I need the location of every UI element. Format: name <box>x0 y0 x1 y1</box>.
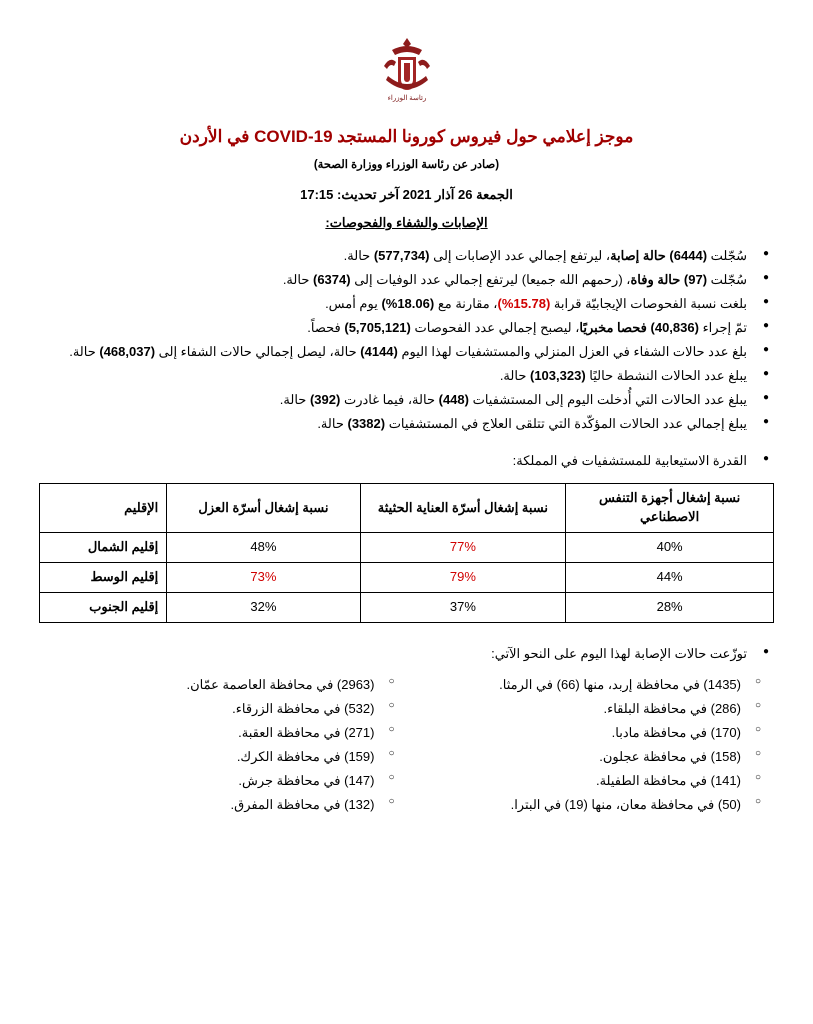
list-item: ○ (271) في محافظة العقبة. <box>44 721 397 745</box>
statistic-item <box>40 245 773 266</box>
table-header-row <box>40 484 774 533</box>
statistic-text: فحصاً. <box>307 320 345 336</box>
statistic-value: (40,836) فحصا مخبريًا <box>579 320 699 336</box>
header-isolation: نسبة إشغال أسرّة العزل <box>167 484 360 533</box>
section-heading: الإصابات والشفاء والفحوصات: <box>325 215 488 230</box>
svg-text:رئاسة الوزراء: رئاسة الوزراء <box>387 95 426 102</box>
statistic-text: بلغ عدد حالات الشفاء في العزل المنزلي والمستشفيات لهذا اليوم <box>397 344 747 360</box>
statistic-text: حالة. <box>499 368 530 384</box>
statistic-value: (5,705,121) <box>344 320 411 336</box>
cell-ventilators: 40% <box>566 533 774 563</box>
statistic-value: (103,323) <box>529 368 586 384</box>
date-line: الجمعة 26 آذار 2021 آخر تحديث: 17:15 <box>300 187 513 202</box>
cell-ventilators: 44% <box>566 562 774 592</box>
statistic-value: (468,037) <box>99 344 156 360</box>
statistic-item <box>40 413 773 434</box>
statistic-item <box>40 317 773 338</box>
cell-region: إقليم الوسط <box>40 562 167 592</box>
statistic-text: يبلغ إجمالي عدد الحالات المؤكّدة التي تتلقى العلاج في المستشفيات <box>385 416 747 432</box>
list-item: ○ (158) في محافظة عجلون. <box>407 745 764 769</box>
statistic-text: تمّ إجراء <box>698 320 747 336</box>
statistic-text: يبلغ عدد الحالات النشطة حاليًا <box>585 368 747 384</box>
statistic-value: (6374) <box>312 272 351 288</box>
cell-region: إقليم الجنوب <box>40 592 167 622</box>
statistic-value: (3382) <box>347 416 386 432</box>
statistic-text: حالة. <box>279 392 310 408</box>
crest-container <box>0 0 813 113</box>
page-subtitle: (صادر عن رئاسة الوزراء ووزارة الصحة) <box>313 159 500 171</box>
statistic-text: بلغت نسبة الفحوصات الإيجابيّة قرابة <box>550 296 747 312</box>
header-ventilators: نسبة إشغال أجهزة التنفس الاصطناعي <box>566 484 774 533</box>
list-item: ○ (159) في محافظة الكرك. <box>44 745 397 769</box>
statistic-item <box>40 293 773 314</box>
hospital-capacity-table <box>39 483 774 622</box>
list-item: ○ (170) في محافظة مادبا. <box>407 721 764 745</box>
statistic-text: ، ليصبح إجمالي عدد الفحوصات <box>410 320 580 336</box>
statistic-text: سُجّلت <box>707 272 747 288</box>
statistic-value: (18.06%) <box>381 296 435 312</box>
statistic-text: سُجّلت <box>707 248 747 263</box>
cell-isolation: 48% <box>167 533 360 563</box>
statistic-value: (448) <box>438 392 469 408</box>
statistic-text: حالة. <box>69 344 100 360</box>
statistic-item <box>40 365 773 386</box>
statistic-text: حالة، ليصل إجمالي حالات الشفاء إلى <box>155 344 361 360</box>
list-item: ○ (532) في محافظة الزرقاء. <box>44 697 397 721</box>
cell-isolation: 73% <box>167 562 360 592</box>
statistic-value: (15.78%) <box>497 296 551 312</box>
distribution-columns <box>0 667 813 817</box>
table-row <box>40 592 774 622</box>
list-item: ○ (1435) في محافظة إربد، منها (66) في الرمثا. <box>407 673 764 697</box>
statistic-text: يوم أمس. <box>325 296 382 312</box>
list-item: ○ (132) في محافظة المفرق. <box>44 793 397 817</box>
header-icu: نسبة إشغال أسرّة العناية الحثيثة <box>360 484 566 533</box>
page-title: موجز إعلامي حول فيروس كورونا المستجد COVID-19 في الأردن <box>179 127 634 146</box>
statistic-text: حالة. <box>317 416 348 432</box>
statistic-text: ، (رحمهم الله جميعا) ليرتفع إجمالي عدد الوفيات إلى <box>350 272 631 288</box>
statistic-text: حالة. <box>343 248 374 263</box>
statistic-text: يبلغ عدد الحالات التي أُدخلت اليوم إلى المستشفيات <box>468 392 747 408</box>
list-item: ○ (141) في محافظة الطفيلة. <box>407 769 764 793</box>
cell-ventilators: 28% <box>566 592 774 622</box>
statistic-text: ، مقارنة مع <box>434 296 498 312</box>
statistic-item <box>40 341 773 362</box>
cell-region: إقليم الشمال <box>40 533 167 563</box>
capacity-intro-list <box>0 450 813 471</box>
distribution-column-left <box>407 673 770 817</box>
list-item: ○ (2963) في محافظة العاصمة عمّان. <box>44 673 397 697</box>
list-item: ○ (50) في محافظة معان، منها (19) في البترا. <box>407 793 764 817</box>
statistics-list <box>0 245 813 434</box>
statistic-value: (6444) حالة إصابة <box>610 248 708 263</box>
statistic-value: (97) حالة وفاة <box>630 272 708 288</box>
statistic-text: حالة، فيما غادرت <box>340 392 439 408</box>
table-row <box>40 533 774 563</box>
statistic-item <box>40 389 773 410</box>
cell-icu: 37% <box>360 592 566 622</box>
statistic-text: حالة. <box>282 272 313 288</box>
table-row <box>40 562 774 592</box>
cell-icu: 79% <box>360 562 566 592</box>
statistic-text: ، ليرتفع إجمالي عدد الإصابات إلى <box>429 248 611 263</box>
statistic-value: (392) <box>309 392 341 408</box>
distribution-intro: ● توزّعت حالات الإصابة لهذا اليوم على النحو الآتي: <box>40 643 773 664</box>
statistic-value: (577,734) <box>373 248 430 263</box>
jordan-coat-of-arms-icon <box>378 36 436 108</box>
cell-icu: 77% <box>360 533 566 563</box>
capacity-intro: ● القدرة الاستيعابية للمستشفيات في المملكة: <box>40 450 773 471</box>
statistic-value: (4144) <box>360 344 398 360</box>
list-item: ○ (286) في محافظة البلقاء. <box>407 697 764 721</box>
cell-isolation: 32% <box>167 592 360 622</box>
statistic-item <box>40 269 773 290</box>
header-region: الإقليم <box>40 484 167 533</box>
distribution-intro-list <box>0 643 813 664</box>
list-item: ○ (147) في محافظة جرش. <box>44 769 397 793</box>
distribution-column-right <box>44 673 407 817</box>
